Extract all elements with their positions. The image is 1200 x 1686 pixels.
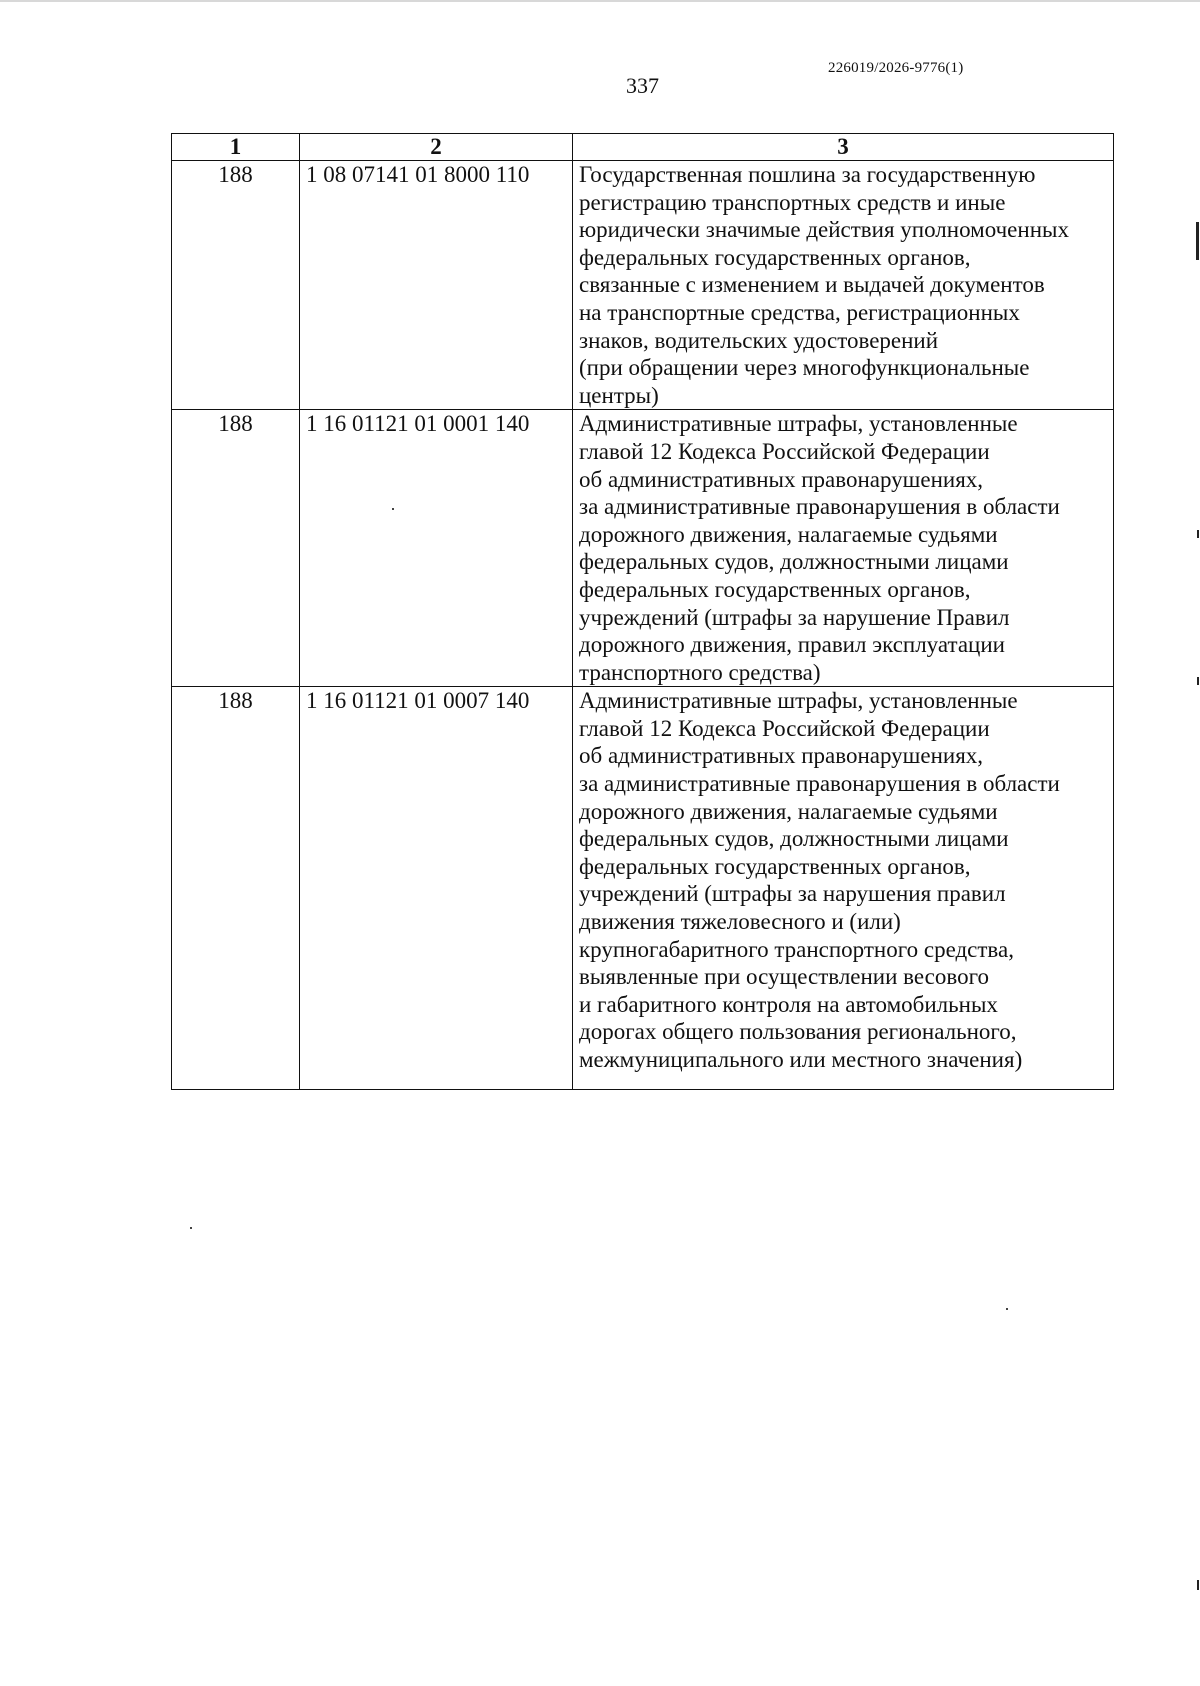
scan-edge-mark <box>1197 677 1199 685</box>
admin-code-cell: 188 <box>172 687 300 1090</box>
table-header-row <box>172 134 1114 161</box>
table-row <box>172 161 1114 410</box>
scan-edge-mark <box>1196 222 1199 260</box>
description-cell: Административные штрафы, установленные главой 12 Кодекса Российской Федерации об административных правонарушениях, за административные правонарушения в области дорожного движения, налагаемые судьями федеральных судов, должностными лицами федеральных государственных органов, учреждений (штрафы за нарушения правил движения тяжеловесного и (или) крупногабаритного транспортного средства, выявленные при осуществлении весового и габаритного контроля на автомобильных дорогах общего пользования регионального, межмуниципального или местного значения) <box>573 687 1114 1090</box>
admin-code-cell: 188 <box>172 410 300 687</box>
revenue-code-cell: 1 16 01121 01 0001 140 <box>300 410 573 687</box>
description-cell: Административные штрафы, установленные главой 12 Кодекса Российской Федерации об административных правонарушениях, за административные правонарушения в области дорожного движения, налагаемые судьями федеральных судов, должностными лицами федеральных государственных органов, учреждений (штрафы за нарушение Правил дорожного движения, правил эксплуатации транспортного средства) <box>573 410 1114 687</box>
scan-speck <box>190 1227 192 1229</box>
column-header-2: 2 <box>300 134 573 161</box>
column-header-3: 3 <box>573 134 1114 161</box>
column-header-1: 1 <box>172 134 300 161</box>
scan-edge-mark <box>1197 530 1199 538</box>
scan-speck <box>1006 1308 1008 1310</box>
revenue-code-cell: 1 16 01121 01 0007 140 <box>300 687 573 1090</box>
scan-edge-mark <box>1197 1580 1199 1590</box>
admin-code-cell: 188 <box>172 161 300 410</box>
document-id: 226019/2026-9776(1) <box>828 60 964 76</box>
scan-speck <box>392 508 394 510</box>
description-cell: Государственная пошлина за государственную регистрацию транспортных средств и иные юридически значимые действия уполномоченных федеральных государственных органов, связанные с изменением и выдачей документов на транспортные средства, регистрационных знаков, водительских удостоверений (при обращении через многофункциональные центры) <box>573 161 1114 410</box>
table-row <box>172 410 1114 687</box>
page-number: 337 <box>626 73 659 98</box>
scan-top-edge <box>0 0 1200 2</box>
revenue-code-cell: 1 08 07141 01 8000 110 <box>300 161 573 410</box>
table-row <box>172 687 1114 1090</box>
revenue-codes-table <box>171 133 1114 1090</box>
